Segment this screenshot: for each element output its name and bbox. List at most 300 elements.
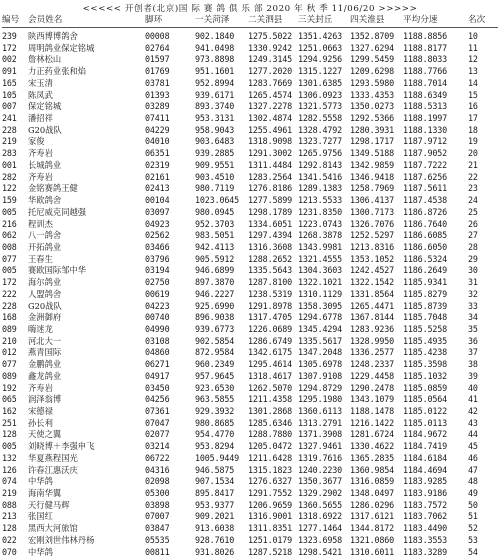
row-stage-2: 1335.5643 (248, 265, 293, 276)
row-stage-4: 1360.9854 (350, 464, 395, 475)
row-id: 074 (2, 476, 17, 487)
header-divider (2, 27, 498, 28)
row-rank: 37 (468, 347, 478, 358)
row-id: 089 (2, 323, 17, 334)
row-avg-speed: 1183.7062 (403, 511, 448, 522)
row-rank: 48 (468, 476, 478, 487)
row-avg-speed: 1188.8177 (403, 42, 448, 53)
row-member-name: 齐寿岩 (28, 382, 53, 393)
row-stage-4: 1248.2337 (350, 359, 395, 370)
row-rank: 31 (468, 277, 478, 288)
row-stage-4: 1317.6121 (350, 511, 395, 522)
table-row (0, 183, 500, 195)
row-rank: 27 (468, 230, 478, 241)
row-avg-speed: 1188.8033 (403, 54, 448, 65)
row-stage-4: 1331.8564 (350, 288, 395, 299)
row-stage-1: 909.9551 (195, 159, 235, 170)
row-stage-4: 1350.0273 (350, 101, 395, 112)
row-ring: 04917 (145, 370, 170, 381)
row-stage-1: 905.5912 (195, 253, 235, 264)
row-stage-4: 1258.7969 (350, 183, 395, 194)
row-stage-3: 1213.5533 (298, 195, 343, 206)
row-stage-1: 953.8294 (195, 441, 235, 452)
row-avg-speed: 1185.5258 (403, 323, 448, 334)
row-stage-4: 1330.4622 (350, 441, 395, 452)
table-row (0, 336, 500, 348)
row-avg-speed: 1187.7222 (403, 159, 448, 170)
table-row (0, 347, 500, 359)
row-stage-1: 939.6171 (195, 89, 235, 100)
row-member-name: 宏刚刘世伟林丹杨 (28, 534, 95, 545)
row-id: 216 (2, 218, 17, 229)
row-id: 213 (2, 511, 17, 522)
row-ring: 01393 (145, 89, 170, 100)
row-stage-4: 1353.1052 (350, 253, 395, 264)
row-rank: 40 (468, 382, 478, 393)
row-avg-speed: 1185.3598 (403, 359, 448, 370)
row-stage-1: 952.8994 (195, 77, 235, 88)
row-stage-2: 1291.3002 (248, 148, 293, 159)
row-id: 172 (2, 42, 17, 53)
row-avg-speed: 1188.6349 (403, 89, 448, 100)
row-id: 022 (2, 534, 17, 545)
table-row (0, 394, 500, 406)
row-stage-1: 939.2885 (195, 148, 235, 159)
row-stage-3: 1323.6958 (298, 534, 343, 545)
row-stage-3: 1294.8729 (298, 382, 343, 393)
table-row (0, 371, 500, 383)
row-ring: 02413 (145, 183, 170, 194)
row-avg-speed: 1184.9672 (403, 429, 448, 440)
row-rank: 23 (468, 183, 478, 194)
row-rank: 35 (468, 323, 478, 334)
header-member-name: 会员姓名 (28, 15, 63, 25)
row-stage-3: 1301.6385 (298, 77, 343, 88)
table-row (0, 195, 500, 207)
row-stage-4: 1321.0860 (350, 534, 395, 545)
table-row (0, 136, 500, 148)
row-avg-speed: 1185.0113 (403, 417, 448, 428)
row-stage-1: 983.5051 (195, 230, 235, 241)
row-id: 105 (2, 89, 17, 100)
row-stage-2: 1262.5070 (248, 382, 293, 393)
row-member-name: 家俊 (28, 136, 45, 147)
row-ring: 02319 (145, 159, 170, 170)
row-stage-2: 1211.4358 (248, 394, 293, 405)
row-stage-3: 1322.1021 (298, 277, 343, 288)
row-stage-2: 1288.2652 (248, 253, 293, 264)
row-avg-speed: 1185.7048 (403, 312, 448, 323)
row-member-name: 鑫龙鸽业 (28, 370, 62, 381)
row-rank: 12 (468, 54, 478, 65)
row-id: 219 (2, 488, 17, 499)
row-rank: 39 (468, 370, 478, 381)
row-stage-4: 1343.1079 (350, 394, 395, 405)
row-ring: 02764 (145, 42, 170, 53)
row-stage-3: 1277.1464 (298, 523, 343, 534)
table-row (0, 78, 500, 90)
row-stage-3: 1358.3095 (298, 300, 343, 311)
row-stage-1: 903.4510 (195, 171, 235, 182)
row-ring: 04256 (145, 394, 170, 405)
row-rank: 47 (468, 464, 478, 475)
row-id: 005 (2, 206, 17, 217)
row-avg-speed: 1188.1330 (403, 124, 448, 135)
row-id: 165 (2, 77, 17, 88)
row-stage-2: 1330.9242 (248, 42, 293, 53)
row-stage-2: 1316.9001 (248, 511, 293, 522)
row-stage-1: 895.8417 (195, 488, 235, 499)
row-member-name: 嗨迷龙 (28, 323, 53, 334)
row-member-name: 天使之翼 (28, 429, 62, 440)
row-member-name: 程训杰 (28, 218, 53, 229)
table-row (0, 488, 500, 500)
header-ring: 脚环 (145, 15, 163, 25)
row-stage-4: 1310.6011 (350, 546, 395, 557)
row-member-name: G20战队 (28, 300, 62, 311)
table-row (0, 453, 500, 465)
row-stage-3: 1289.1383 (298, 183, 343, 194)
row-stage-2: 1311.8351 (248, 523, 293, 534)
row-stage-2: 1283.2564 (248, 171, 293, 182)
row-stage-3: 1323.7277 (298, 136, 343, 147)
row-stage-1: 923.6530 (195, 382, 235, 393)
table-row (0, 441, 500, 453)
row-rank: 36 (468, 335, 478, 346)
row-rank: 38 (468, 359, 478, 370)
row-stage-4: 1348.0497 (350, 488, 395, 499)
row-avg-speed: 1187.4538 (403, 195, 448, 206)
row-avg-speed: 1185.0564 (403, 394, 448, 405)
row-stage-1: 980.7119 (195, 183, 235, 194)
row-avg-speed: 1184.7419 (403, 441, 448, 452)
row-stage-3: 1223.0743 (298, 218, 343, 229)
row-rank: 26 (468, 218, 478, 229)
row-stage-3: 1321.5773 (298, 101, 343, 112)
row-ring: 02077 (145, 429, 170, 440)
row-ring: 04223 (145, 300, 170, 311)
table-row (0, 277, 500, 289)
row-ring: 03108 (145, 335, 170, 346)
header-stage-4: 四关淮县 (350, 15, 385, 25)
table-row (0, 511, 500, 523)
row-ring: 04990 (145, 323, 170, 334)
row-stage-3: 1268.3878 (298, 230, 343, 241)
row-member-name: 刘晓博＋李强申飞 (28, 441, 95, 452)
row-rank: 30 (468, 265, 478, 276)
row-member-name: 华夏燕程国光 (28, 452, 78, 463)
table-row (0, 406, 500, 418)
row-stage-1: 980.0945 (195, 206, 235, 217)
row-rank: 16 (468, 101, 478, 112)
row-member-name: 詹林松山 (28, 54, 62, 65)
row-stage-2: 1249.3145 (248, 54, 293, 65)
table-row (0, 101, 500, 113)
row-stage-3: 1251.0663 (298, 42, 343, 53)
row-member-name: 河北大一 (28, 335, 62, 346)
row-id: 012 (2, 347, 17, 358)
table-row (0, 219, 500, 231)
row-id: 210 (2, 335, 17, 346)
row-stage-2: 1311.4484 (248, 159, 293, 170)
row-ring: 07047 (145, 417, 170, 428)
row-id: 091 (2, 66, 17, 77)
page-title: <<<<< 开创者(北京)国 际 赛 鸽 俱 乐 部 2020 年 秋 季 11/06/20 >>>>> (82, 4, 418, 14)
row-stage-1: 893.3740 (195, 101, 235, 112)
table-row (0, 547, 500, 558)
row-stage-4: 1209.6298 (350, 66, 395, 77)
row-avg-speed: 1187.9712 (403, 136, 448, 147)
row-id: 077 (2, 253, 17, 264)
row-stage-3: 1360.5655 (298, 499, 343, 510)
row-stage-4: 1252.5297 (350, 230, 395, 241)
row-stage-2: 1226.0689 (248, 323, 293, 334)
row-stage-2: 1265.4574 (248, 89, 293, 100)
row-stage-2: 1238.5319 (248, 288, 293, 299)
row-stage-3: 1371.3908 (298, 429, 343, 440)
row-stage-3: 1343.9981 (298, 241, 343, 252)
row-stage-3: 1345.4294 (298, 323, 343, 334)
row-stage-1: 973.8898 (195, 54, 235, 65)
table-row (0, 230, 500, 242)
row-stage-1: 913.6038 (195, 523, 235, 534)
row-stage-4: 1293.5980 (350, 77, 395, 88)
header-rank: 名次 (468, 15, 486, 25)
table-row (0, 265, 500, 277)
row-stage-1: 907.1534 (195, 476, 235, 487)
row-stage-3: 1321.4555 (298, 253, 343, 264)
table-row (0, 535, 500, 547)
row-stage-2: 1334.6051 (248, 218, 293, 229)
row-stage-4: 1344.8172 (350, 523, 395, 534)
header-stage-3: 三关封丘 (298, 15, 333, 25)
row-rank: 41 (468, 394, 478, 405)
row-member-name: 保定铭城 (28, 101, 62, 112)
row-stage-2: 1301.2868 (248, 406, 293, 416)
row-stage-4: 1213.8316 (350, 241, 395, 252)
row-avg-speed: 1183.9285 (403, 476, 448, 487)
header-stage-1: 一关菏泽 (195, 15, 230, 25)
row-stage-2: 1275.5022 (248, 31, 293, 41)
table-row (0, 160, 500, 172)
row-id: 239 (2, 31, 17, 41)
row-avg-speed: 1183.7572 (403, 499, 448, 510)
row-rank: 28 (468, 241, 478, 252)
row-avg-speed: 1186.2649 (403, 265, 448, 276)
row-ring: 02562 (145, 230, 170, 241)
row-stage-4: 1292.5366 (350, 113, 395, 124)
row-stage-4: 1290.2478 (350, 382, 395, 393)
row-stage-1: 939.6773 (195, 323, 235, 334)
row-stage-2: 1298.1789 (248, 206, 293, 217)
row-stage-2: 1276.8186 (248, 183, 293, 194)
row-stage-2: 1295.4614 (248, 359, 293, 370)
row-ring: 04316 (145, 464, 170, 475)
row-member-name: 中华鸽 (28, 476, 53, 487)
row-stage-2: 1302.4874 (248, 113, 293, 124)
table-row (0, 418, 500, 430)
row-stage-3: 1231.8350 (298, 206, 343, 217)
row-id: 241 (2, 113, 17, 124)
row-ring: 03097 (145, 206, 170, 217)
row-id: 219 (2, 136, 17, 147)
row-avg-speed: 1185.4935 (403, 335, 448, 346)
table-row (0, 31, 500, 43)
row-member-name: 孙长利 (28, 417, 53, 428)
row-stage-4: 1365.2835 (350, 452, 395, 463)
row-stage-1: 946.6899 (195, 265, 235, 276)
row-stage-1: 942.4113 (195, 241, 235, 252)
row-rank: 44 (468, 429, 478, 440)
row-avg-speed: 1187.9052 (403, 148, 448, 159)
row-stage-2: 1291.8978 (248, 300, 293, 311)
table-row (0, 172, 500, 184)
row-stage-4: 1280.3931 (350, 124, 395, 135)
row-member-name: 宋德禄 (28, 406, 53, 416)
row-member-name: 力正药业张和焰 (28, 66, 87, 77)
row-stage-1: 897.3870 (195, 277, 235, 288)
row-stage-3: 1351.4263 (298, 31, 343, 41)
row-rank: 42 (468, 406, 478, 416)
row-rank: 22 (468, 171, 478, 182)
row-stage-4: 1283.9236 (350, 323, 395, 334)
table-row (0, 359, 500, 371)
table-row (0, 523, 500, 535)
row-rank: 50 (468, 499, 478, 510)
row-id: 122 (2, 183, 17, 194)
row-rank: 52 (468, 523, 478, 534)
row-avg-speed: 1184.4694 (403, 464, 448, 475)
row-stage-2: 1315.1823 (248, 464, 293, 475)
row-stage-2: 1297.4394 (248, 230, 293, 241)
row-stage-4: 1281.6724 (350, 429, 395, 440)
row-ring: 06351 (145, 148, 170, 159)
row-ring: 04860 (145, 347, 170, 358)
row-stage-3: 1306.0923 (298, 89, 343, 100)
row-id: 126 (2, 464, 17, 475)
table-row (0, 148, 500, 160)
row-stage-2: 1205.0472 (248, 441, 293, 452)
row-member-name: 周明鸽业保定铭城 (28, 42, 95, 53)
table-row (0, 43, 500, 55)
row-stage-2: 1211.6428 (248, 452, 293, 463)
row-stage-2: 1277.2020 (248, 66, 293, 77)
row-avg-speed: 1183.3553 (403, 534, 448, 545)
table-row (0, 500, 500, 512)
row-member-name: 金鹏鸽业 (28, 359, 62, 370)
row-member-name: 金洲御府 (28, 312, 62, 323)
row-avg-speed: 1185.8279 (403, 288, 448, 299)
row-stage-1: 957.9645 (195, 370, 235, 381)
row-id: 062 (2, 230, 17, 241)
row-stage-4: 1286.0296 (350, 499, 395, 510)
row-ring: 03898 (145, 499, 170, 510)
row-ring: 00740 (145, 312, 170, 323)
row-stage-3: 1304.3603 (298, 265, 343, 276)
row-stage-2: 1342.6175 (248, 347, 293, 358)
row-avg-speed: 1185.0859 (403, 382, 448, 393)
row-stage-4: 1352.8709 (350, 31, 395, 41)
row-ring: 02098 (145, 476, 170, 487)
row-member-name: 中华鸽 (28, 546, 53, 557)
row-rank: 20 (468, 148, 478, 159)
row-member-name: 宋玉清 (28, 77, 53, 88)
row-stage-3: 1292.8143 (298, 159, 343, 170)
table-header (0, 14, 500, 27)
row-id: 228 (2, 124, 17, 135)
row-avg-speed: 1187.5611 (403, 183, 448, 194)
row-ring: 01769 (145, 66, 170, 77)
row-stage-4: 1265.4471 (350, 300, 395, 311)
header-stage-2: 二关泗县 (248, 15, 283, 25)
row-stage-4: 1229.4458 (350, 370, 395, 381)
row-member-name: 人盟鸽舍 (28, 288, 62, 299)
row-stage-4: 1367.8144 (350, 312, 395, 323)
row-avg-speed: 1185.0122 (403, 406, 448, 416)
row-stage-2: 1318.9098 (248, 136, 293, 147)
row-rank: 17 (468, 113, 478, 124)
row-stage-2: 1277.5899 (248, 195, 293, 206)
row-stage-4: 1342.9859 (350, 159, 395, 170)
row-ring: 07411 (145, 113, 170, 124)
row-stage-4: 1349.5188 (350, 148, 395, 159)
row-id: 159 (2, 195, 17, 206)
row-id: 002 (2, 54, 17, 65)
row-rank: 21 (468, 159, 478, 170)
table-row (0, 289, 500, 301)
row-stage-2: 1285.6346 (248, 417, 293, 428)
row-id: 001 (2, 159, 17, 170)
row-rank: 14 (468, 77, 478, 88)
row-id: 283 (2, 148, 17, 159)
row-stage-3: 1307.9108 (298, 370, 343, 381)
row-stage-1: 963.5855 (195, 394, 235, 405)
row-avg-speed: 1188.1997 (403, 113, 448, 124)
row-member-name: 海南华翼 (28, 488, 62, 499)
row-id: 005 (2, 441, 17, 452)
row-stage-3: 1315.1227 (298, 66, 343, 77)
row-stage-4: 1333.4353 (350, 89, 395, 100)
row-avg-speed: 1188.5313 (403, 101, 448, 112)
row-ring: 04229 (145, 124, 170, 135)
row-stage-3: 1298.5421 (298, 546, 343, 557)
row-stage-3: 1329.2902 (298, 488, 343, 499)
row-stage-2: 1276.6327 (248, 476, 293, 487)
row-avg-speed: 1188.7014 (403, 77, 448, 88)
row-stage-1: 925.6990 (195, 300, 235, 311)
table-row (0, 312, 500, 324)
row-stage-1: 946.5875 (195, 464, 235, 475)
row-rank: 13 (468, 66, 478, 77)
row-stage-4: 1326.7076 (350, 218, 395, 229)
row-ring: 00811 (145, 546, 170, 557)
row-member-name: 陕西博博鸽舍 (28, 31, 78, 41)
row-stage-3: 1240.2230 (298, 464, 343, 475)
row-ring: 01597 (145, 54, 170, 65)
row-rank: 51 (468, 511, 478, 522)
row-stage-4: 1242.4527 (350, 265, 395, 276)
row-stage-3: 1347.2048 (298, 347, 343, 358)
row-stage-3: 1305.6978 (298, 359, 343, 370)
row-rank: 43 (468, 417, 478, 428)
table-row (0, 113, 500, 125)
row-stage-1: 902.5854 (195, 335, 235, 346)
row-id: 228 (2, 300, 17, 311)
row-stage-4: 1299.5459 (350, 54, 395, 65)
row-stage-2: 1255.4961 (248, 124, 293, 135)
row-avg-speed: 1183.4490 (403, 523, 448, 534)
table-row (0, 465, 500, 477)
